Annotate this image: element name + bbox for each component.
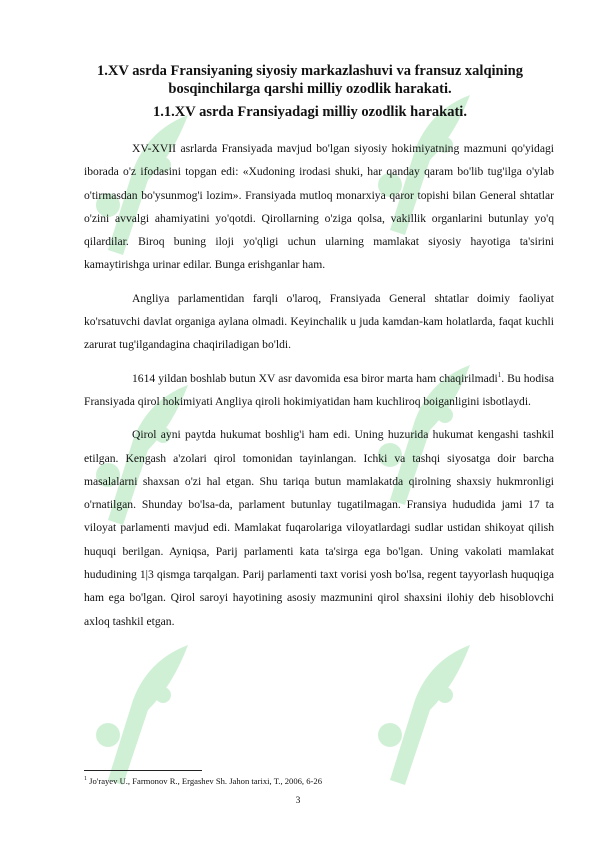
- footnote-marker: 1: [84, 776, 87, 782]
- footnote-reference[interactable]: 1: [497, 370, 502, 379]
- paragraph: Angliya parlamentidan farqli o'laroq, Fransiyada General shtatlar doimiy faoliyat ko'rsatuvchi davlat organiga aylana olmadi. Keyinchalik u juda kamdan-kam holatlarda, faqat kuchli zarurat tug'ilgandagina chaqiriladigan bo'ldi.: [84, 291, 554, 352]
- footnote: [84, 774, 554, 787]
- footnote-divider: [84, 770, 202, 771]
- section-subtitle: 1.1.XV asrda Fransiyadagi milliy ozodlik harakati.: [153, 104, 467, 120]
- body-text: [84, 137, 554, 633]
- watermark-icon: [78, 640, 198, 790]
- paragraph: XV-XVII asrlarda Fransiyada mavjud bo'lgan siyosiy hokimiyatning mazmuni qo'yidagi iborada o'z ifodasini topgan edi: «Xudoning irodasi shuki, har qanday qaram bo'lib tug'ilga o'ylab o'tirmasdan bo'ysunmog'i lozim». Fransiyada mutloq monarxiya qaror topishi bilan General shtatlar o'zini avvalgi ahamiyatini yo'qotdi. Qirollarning o'ziga qolsa, vakillik organlarini butunlay yo'q qilardilar. Biroq buning iloji yo'qligi uchun ularning mamlakat siyosiy hayotiga ta'sirini kamaytirishga urinar edilar. Bunga erishganlar ham.: [84, 142, 554, 272]
- page-number: 3: [295, 796, 301, 806]
- paragraph-text: 1614 yildan boshlab butun XV asr davomida esa biror marta ham chaqirilmadi: [132, 371, 498, 385]
- paragraph: Qirol ayni paytda hukumat boshlig'i ham edi. Uning huzurida hukumat kengashi tashkil etilgan. Kengash a'zolari qirol tomonidan tayinlangan. Ichki va tashqi siyosatga doir barcha masalalarni shaxsan o'zi hal etgan. Shu tariqa butun mamlakatda qirolning shaxsiy hukmronligi o'rnatilgan. Shunday bo'lsa-da, parlament butunlay tugatilmagan. Fransiya hududida jami 17 ta viloyat parlamenti mavjud edi. Mamlakat fuqarolariga viloyatlardagi sudlar ustidan shikoyat qilish huquqi berilgan. Ayniqsa, Parij parlamenti kata ta'sirga ega bo'lgan. Uning vakolati mamlakat hududining 1|3 qismga tarqalgan. Parij parlamenti taxt vorisi yosh bo'lsa, regent tayyorlash huquqiga ham ega bo'lgan. Qirol saroyi hayotining asosiy mazmunini qirol shaxsini ilohiy deb hisoblovchi axloq tashkil etgan.: [84, 428, 554, 628]
- paragraph: [84, 367, 554, 414]
- paragraph-text: . Bu hodisa Fransiyada qirol hokimiyati Angliya qiroli hokimiyatidan ham kuchliroq boiganligini isbotlaydi.: [84, 371, 554, 408]
- document-title-line-2: bosqinchilarga qarshi milliy ozodlik harakati.: [168, 81, 452, 97]
- footnote-text: Jo'rayev U., Farmonov R., Ergashev Sh. Jahon tarixi, T., 2006, 6-26: [87, 775, 322, 786]
- document-title-line-1: 1.XV asrda Fransiyaning siyosiy markazlashuvi va fransuz xalqining: [97, 63, 523, 79]
- watermark-icon: [360, 640, 480, 790]
